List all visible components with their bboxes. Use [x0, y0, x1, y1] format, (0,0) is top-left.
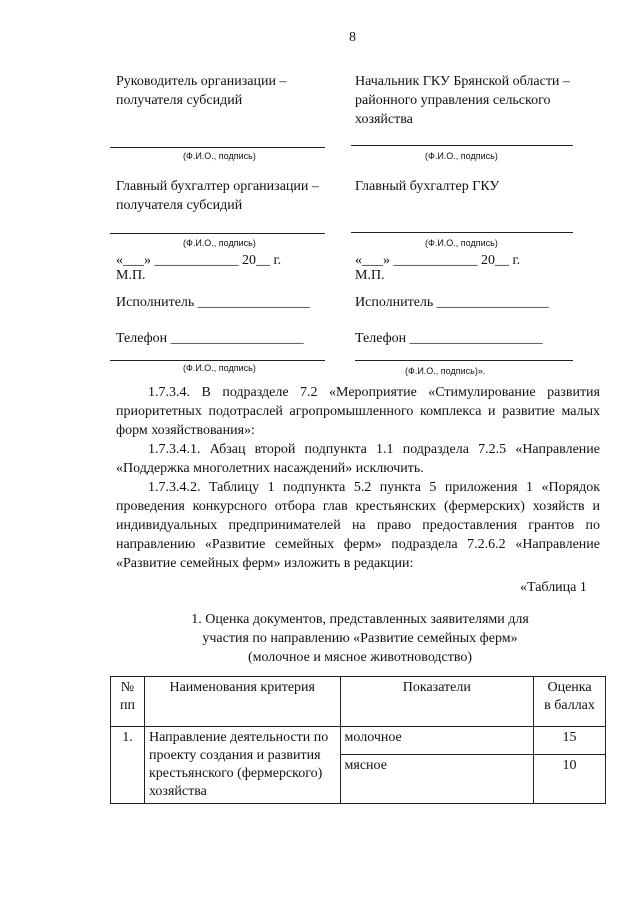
- row-num: 1.: [111, 727, 145, 804]
- right-sign-line-3: [355, 360, 573, 361]
- header-num: [111, 677, 145, 727]
- right-head-title: [355, 72, 570, 129]
- right-mp: М.П.: [355, 268, 385, 283]
- right-sign-line-2: [351, 232, 573, 233]
- header-score: [534, 677, 606, 727]
- right-executor: Исполнитель ________________: [355, 295, 549, 310]
- right-accountant-title: [355, 177, 499, 196]
- left-mp: М.П.: [116, 268, 146, 283]
- left-sig3-caption: (Ф.И.О., подпись): [183, 363, 256, 373]
- row-indicator: молочное: [340, 727, 534, 755]
- right-head-title-line-3: хозяйства: [355, 112, 413, 127]
- left-sign-line-3: [110, 360, 325, 361]
- right-date-line: «___» ____________ 20__ г.: [355, 253, 521, 268]
- left-sign-line-2: [110, 233, 325, 234]
- right-sig1-caption: (Ф.И.О., подпись): [425, 151, 498, 161]
- paragraph-2: 1.7.3.4.1. Абзац второй подпункта 1.1 подраздела 7.2.5 «Направление «Поддержка многолетних насаждений» исключить.: [116, 442, 600, 476]
- right-accountant-line-1: Главный бухгалтер ГКУ: [355, 179, 500, 194]
- left-accountant-line-1: Главный бухгалтер организации –: [116, 179, 319, 194]
- row-score: 10: [534, 754, 606, 803]
- row-score: 15: [534, 727, 606, 755]
- table-title-line-3: (молочное и мясное животноводство): [247, 650, 473, 665]
- header-num-line-1: №: [120, 680, 135, 695]
- table-title-line-1: 1. Оценка документов, представленных заявителями для: [191, 612, 529, 627]
- table-label: «Таблица 1: [520, 580, 587, 595]
- left-head-title: [116, 72, 286, 110]
- left-executor: Исполнитель ________________: [116, 295, 310, 310]
- left-date-line: «___» ____________ 20__ г.: [116, 253, 282, 268]
- paragraph-1: 1.7.3.4. В подразделе 7.2 «Мероприятие «Стимулирование развития приоритетных подотраслей агропромышленного комплекса и развитие малых форм хозяйствования»:: [116, 385, 600, 438]
- header-num-line-2: пп: [119, 698, 135, 713]
- paragraph-3: 1.7.3.4.2. Таблицу 1 подпункта 5.2 пункта 5 приложения 1 «Порядок проведения конкурсного отбора глав крестьянских (фермерских) хозяйств и индивидуальных предпринимателей на право предоставления грантов по направлению «Развитие семейных ферм» подраздела 7.2.6.2 «Направление «Развитие семейных ферм» изложить в редакции:: [116, 480, 600, 571]
- left-accountant-title: [116, 177, 319, 215]
- right-head-title-line-2: районного управления сельского: [355, 93, 551, 108]
- left-head-title-line-2: получателя субсидий: [116, 93, 243, 108]
- header-score-line-2: в баллах: [544, 698, 595, 713]
- left-sign-line-1: [110, 147, 325, 148]
- right-sig2-caption: (Ф.И.О., подпись): [425, 238, 498, 248]
- right-sig3-caption: (Ф.И.О., подпись)».: [405, 366, 486, 376]
- table-header-row: [111, 677, 606, 727]
- left-accountant-line-2: получателя субсидий: [116, 198, 243, 213]
- table-title: [160, 610, 560, 667]
- row-criterion: Направление деятельности по проекту создания и развития крестьянского (фермерского) хозяйства: [144, 727, 340, 804]
- page-number: 8: [349, 30, 356, 45]
- row-indicator: мясное: [340, 754, 534, 803]
- left-head-title-line-1: Руководитель организации –: [116, 74, 287, 89]
- left-sig1-caption: (Ф.И.О., подпись): [183, 151, 256, 161]
- right-phone: Телефон ___________________: [355, 331, 543, 346]
- left-phone: Телефон ___________________: [116, 331, 304, 346]
- table-title-line-2: участия по направлению «Развитие семейных ферм»: [202, 631, 518, 646]
- header-indicators: Показатели: [340, 677, 534, 727]
- right-head-title-line-1: Начальник ГКУ Брянской области –: [355, 74, 570, 89]
- left-sig2-caption: (Ф.И.О., подпись): [183, 238, 256, 248]
- header-criterion: Наименования критерия: [144, 677, 340, 727]
- criteria-table: [110, 676, 606, 804]
- right-sign-line-1: [351, 145, 573, 146]
- table-row: [111, 727, 606, 755]
- header-score-line-1: Оценка: [547, 680, 592, 695]
